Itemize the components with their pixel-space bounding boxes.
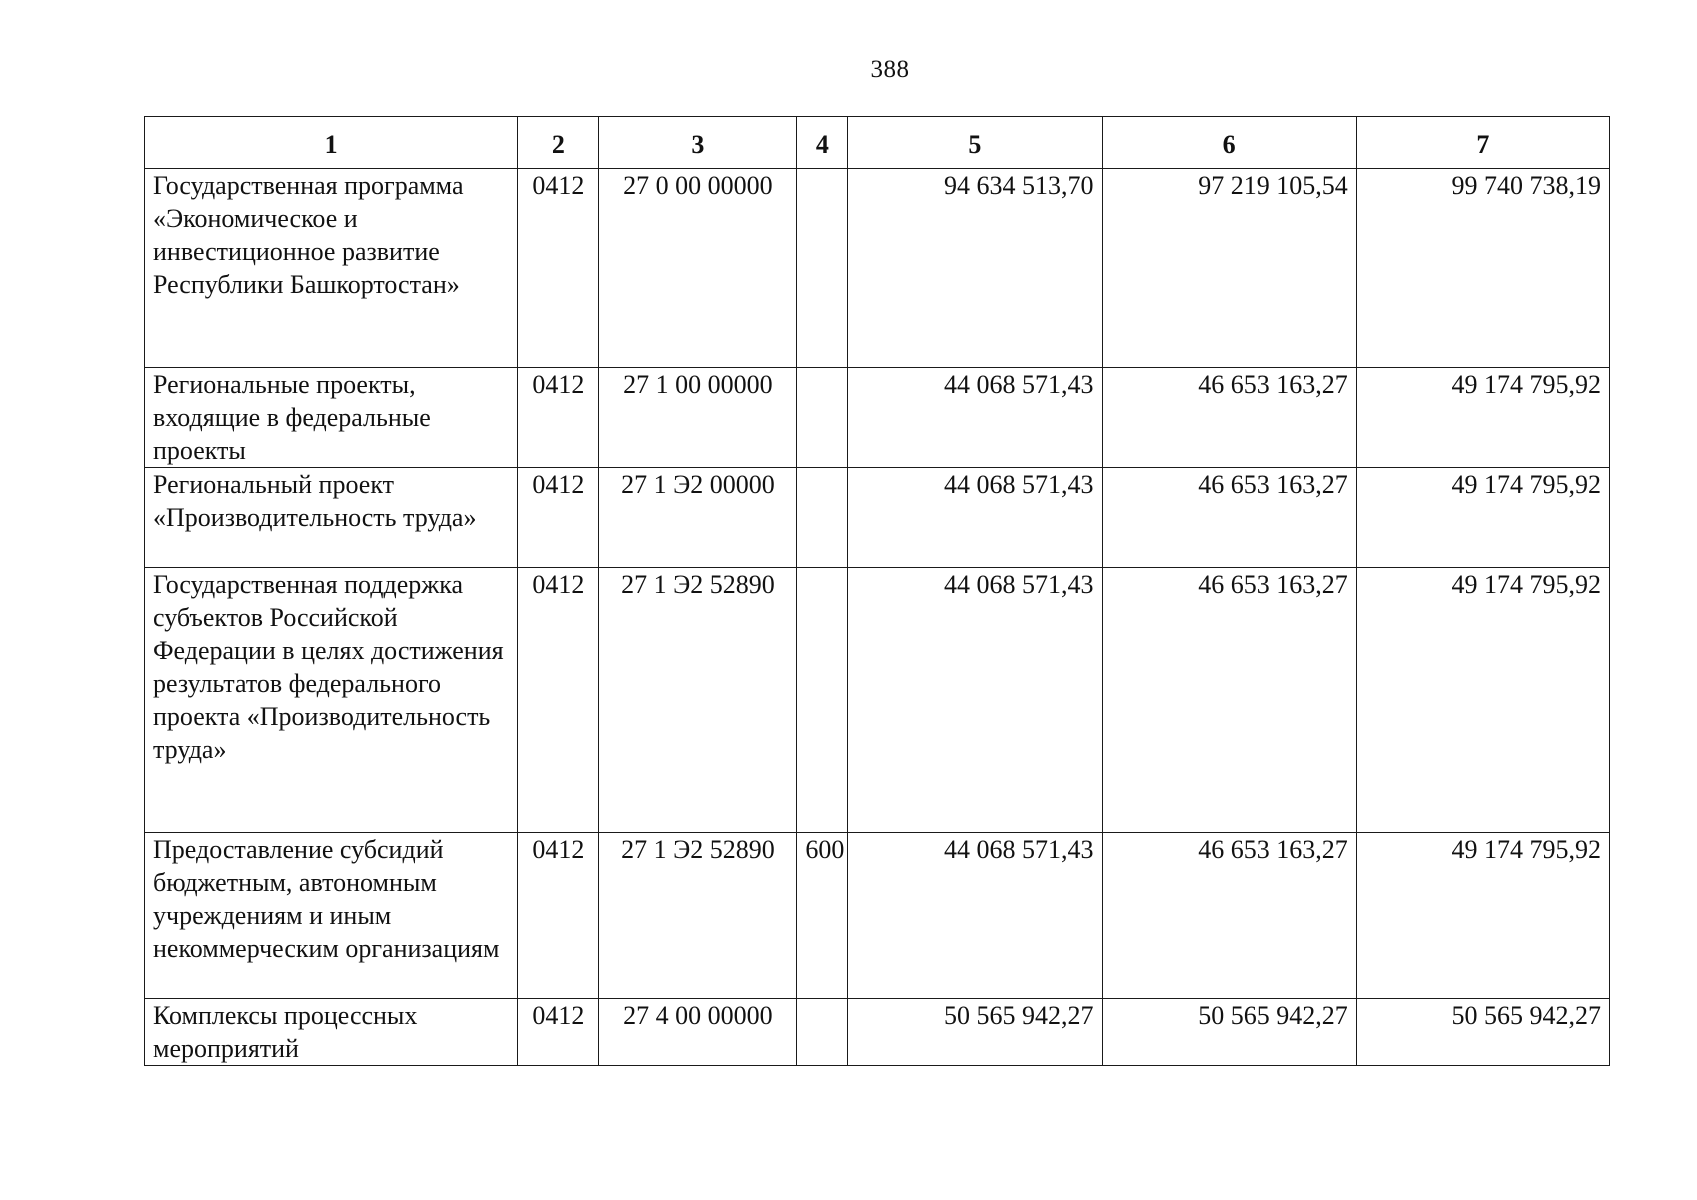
amount-col7-cell: 49 174 795,92 xyxy=(1356,368,1609,468)
section-code-cell: 0412 xyxy=(518,999,599,1066)
amount-col6-cell: 97 219 105,54 xyxy=(1102,169,1356,368)
column-header-2: 2 xyxy=(518,117,599,169)
amount-col5-cell: 44 068 571,43 xyxy=(848,368,1102,468)
row-name-cell: Государственная поддержка субъектов Российской Федерации в целях достижения результатов федерального проекта «Производительность труда» xyxy=(145,568,518,833)
amount-col7-cell: 49 174 795,92 xyxy=(1356,833,1609,999)
row-name-cell: Предоставление субсидий бюджетным, автономным учреждениям и иным некоммерческим организациям xyxy=(145,833,518,999)
section-code-cell: 0412 xyxy=(518,833,599,999)
amount-col5-cell: 44 068 571,43 xyxy=(848,568,1102,833)
column-header-4: 4 xyxy=(797,117,848,169)
target-code-cell: 27 4 00 00000 xyxy=(599,999,797,1066)
row-name-cell: Государственная программа «Экономическое и инвестиционное развитие Республики Башкортостан» xyxy=(145,169,518,368)
section-code-cell: 0412 xyxy=(518,568,599,833)
amount-col7-cell: 49 174 795,92 xyxy=(1356,568,1609,833)
budget-table xyxy=(144,116,1610,1066)
expense-type-cell xyxy=(797,368,848,468)
amount-col6-cell: 46 653 163,27 xyxy=(1102,833,1356,999)
section-code-cell: 0412 xyxy=(518,468,599,568)
amount-col6-cell: 46 653 163,27 xyxy=(1102,468,1356,568)
table-row xyxy=(145,833,1610,999)
row-name-cell: Региональные проекты, входящие в федеральные проекты xyxy=(145,368,518,468)
expense-type-cell xyxy=(797,568,848,833)
table-header-row xyxy=(145,117,1610,169)
target-code-cell: 27 1 00 00000 xyxy=(599,368,797,468)
amount-col6-cell: 50 565 942,27 xyxy=(1102,999,1356,1066)
amount-col6-cell: 46 653 163,27 xyxy=(1102,568,1356,833)
section-code-cell: 0412 xyxy=(518,368,599,468)
expense-type-cell xyxy=(797,468,848,568)
column-header-6: 6 xyxy=(1102,117,1356,169)
column-header-5: 5 xyxy=(848,117,1102,169)
column-header-1: 1 xyxy=(145,117,518,169)
column-header-7: 7 xyxy=(1356,117,1609,169)
table-row xyxy=(145,468,1610,568)
target-code-cell: 27 1 Э2 52890 xyxy=(599,568,797,833)
amount-col5-cell: 94 634 513,70 xyxy=(848,169,1102,368)
amount-col7-cell: 49 174 795,92 xyxy=(1356,468,1609,568)
amount-col5-cell: 44 068 571,43 xyxy=(848,833,1102,999)
section-code-cell: 0412 xyxy=(518,169,599,368)
expense-type-cell xyxy=(797,999,848,1066)
expense-type-cell: 600 xyxy=(797,833,848,999)
page-number: 388 xyxy=(870,56,910,83)
table-row xyxy=(145,999,1610,1066)
amount-col7-cell: 99 740 738,19 xyxy=(1356,169,1609,368)
row-name-cell: Комплексы процессных мероприятий xyxy=(145,999,518,1066)
column-header-3: 3 xyxy=(599,117,797,169)
amount-col5-cell: 50 565 942,27 xyxy=(848,999,1102,1066)
target-code-cell: 27 0 00 00000 xyxy=(599,169,797,368)
table-row xyxy=(145,169,1610,368)
target-code-cell: 27 1 Э2 00000 xyxy=(599,468,797,568)
expense-type-cell xyxy=(797,169,848,368)
amount-col5-cell: 44 068 571,43 xyxy=(848,468,1102,568)
row-name-cell: Региональный проект «Производительность труда» xyxy=(145,468,518,568)
amount-col6-cell: 46 653 163,27 xyxy=(1102,368,1356,468)
table-row xyxy=(145,368,1610,468)
table-row xyxy=(145,568,1610,833)
target-code-cell: 27 1 Э2 52890 xyxy=(599,833,797,999)
amount-col7-cell: 50 565 942,27 xyxy=(1356,999,1609,1066)
